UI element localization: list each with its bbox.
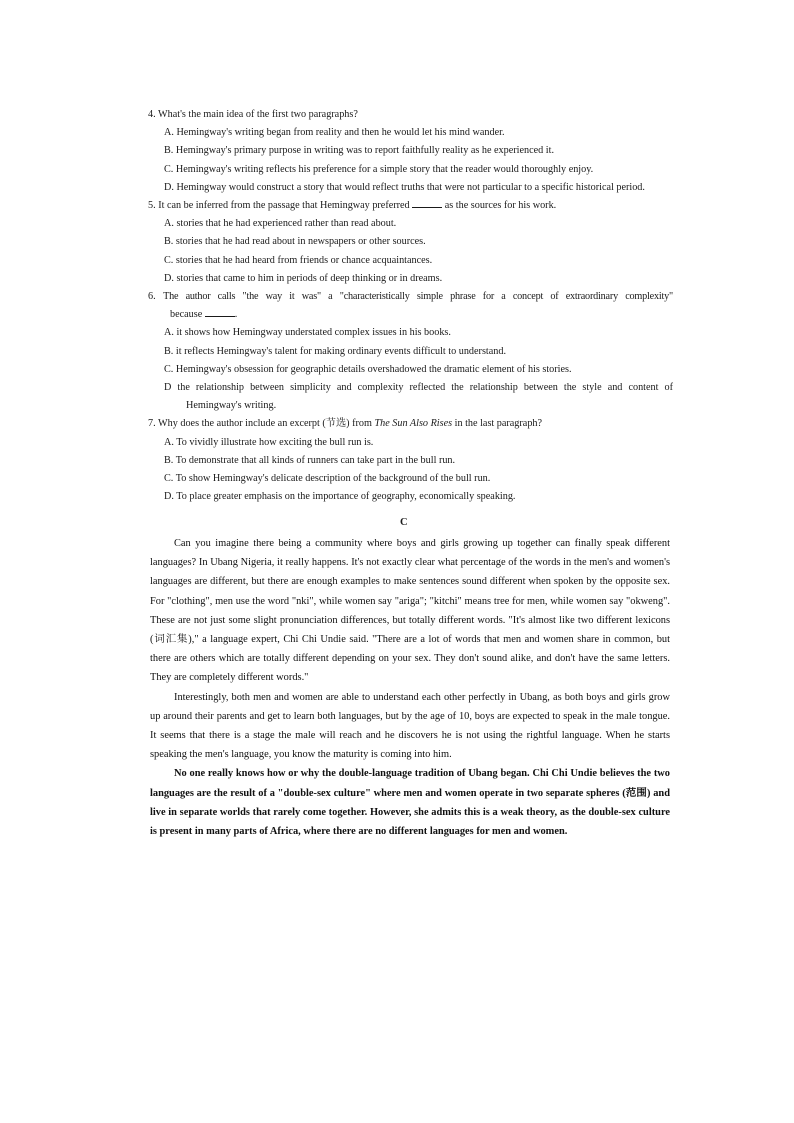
option-d: D. Hemingway would construct a story that would reflect truths that were not particular to a specific historical period. [164,181,645,193]
question-4 [148,106,673,197]
passage-paragraph: Interestingly, both men and women are able to understand each other perfectly in Ubang, as both boys and girls grow up around their parents and get to learn both languages, but by the age of 10, boys are expected to speak in the male tongue. It seems that there is a stage the male will reach and he discovers he is not using the rightful language. When he starts speaking the men's language, you know the maturity is coming into him. [150,691,670,761]
option-d-continued: Hemingway's writing. [186,400,277,412]
question-5 [148,197,673,288]
option-b: B. it reflects Hemingway's talent for making ordinary events difficult to understand. [164,345,506,357]
option-d: D the relationship between simplicity and complexity reflected the relationship between the style and content of [164,382,673,394]
option-a: A. Hemingway's writing began from reality and then he would let his mind wander. [164,127,505,139]
option-d: D. stories that came to him in periods of deep thinking or in dreams. [164,272,443,284]
option-c: C. stories that he had heard from friends or chance acquaintances. [164,254,433,266]
option-d: D. To place greater emphasis on the importance of geography, economically speaking. [164,491,516,503]
section-heading: C [400,517,408,528]
passage-paragraph: Can you imagine there being a community where boys and girls growing up together can finally speak different languages? In Ubang Nigeria, it really happens. It's not exactly clear what percentage of the words in the men's and women's languages are different, but there are enough examples to make sentences sound different when spoken by the opposite sex. For "clothing", men use the word "nki", while women say "ariga"; "kitchi" means tree for men, while women say "okweng". These are not just some slight pronunciation differences, but totally different words. "It's almost like two different lexicons (词汇集)," a language expert, Chi Chi Undie said. "There are a lot of words that men and women share in common, but there are others which are totally different depending on your sex. They don't sound alike, and don't have the same letters. They are completely different words." [150,538,670,684]
option-b: B. To demonstrate that all kinds of runners can take part in the bull run. [164,454,456,466]
option-b: B. Hemingway's primary purpose in writing was to report faithfully reality as he experienced it. [164,145,554,157]
option-a: A. To vividly illustrate how exciting the bull run is. [164,436,374,448]
question-stem: Why does the author include an excerpt (节选) from [158,418,372,430]
question-stem: It can be inferred from the passage that Hemingway preferred [158,200,410,212]
option-a: A. stories that he had experienced rather than read about. [164,218,397,230]
question-number: 6. [148,291,156,303]
question-list [148,106,673,506]
question-7 [148,415,673,506]
answer-blank [205,307,235,317]
question-number: 7. [148,418,156,430]
book-title: The Sun Also Rises [374,418,453,430]
passage-paragraph: No one really knows how or why the double-language tradition of Ubang began. Chi Chi Undie believes the two languages are the result of a "double-sex culture" where men and women operate in two separate spheres (范围) and live in separate worlds that rarely come together. However, she admits this is a weak theory, as the double-sex culture is present in many parts of Africa, where there are no different languages for men and women. [150,768,670,838]
question-number: 4. [148,109,156,120]
question-number: 5. [148,200,156,212]
question-stem-end: in the last paragraph? [454,418,543,430]
option-c: C. Hemingway's writing reflects his preference for a simple story that the reader would thoroughly enjoy. [164,163,594,175]
option-c: C. To show Hemingway's delicate description of the background of the bull run. [164,473,491,485]
option-b: B. stories that he had read about in newspapers or other sources. [164,236,426,248]
reading-passage [150,534,670,841]
question-stem-end: because [170,309,203,321]
question-stem-end: as the sources for his work. [444,200,557,212]
question-6: 6. The author calls "the way it was" a "characteristically simple phrase for a concept of extraordinary complexity" because . A. it shows how Hemingway understated complex issues in his books. B. it reflects Hemingway's talent for making ordinary events difficult to understand. C. Hemingway's obsession for geographic details overshadowed the dramatic element of his stories. D the relationship between simplicity and complexity reflected the relationship between the style and content of Hemingway's writing. [148,288,673,415]
answer-blank [412,198,442,208]
option-c: C. Hemingway's obsession for geographic details overshadowed the dramatic element of his stories. [164,363,572,375]
option-a: A. it shows how Hemingway understated complex issues in his books. [164,327,451,339]
question-stem: What's the main idea of the first two paragraphs? [158,109,358,120]
question-stem: The author calls "the way it was" a "characteristically simple phrase for a concept of extraordinary complexity" [163,291,674,303]
